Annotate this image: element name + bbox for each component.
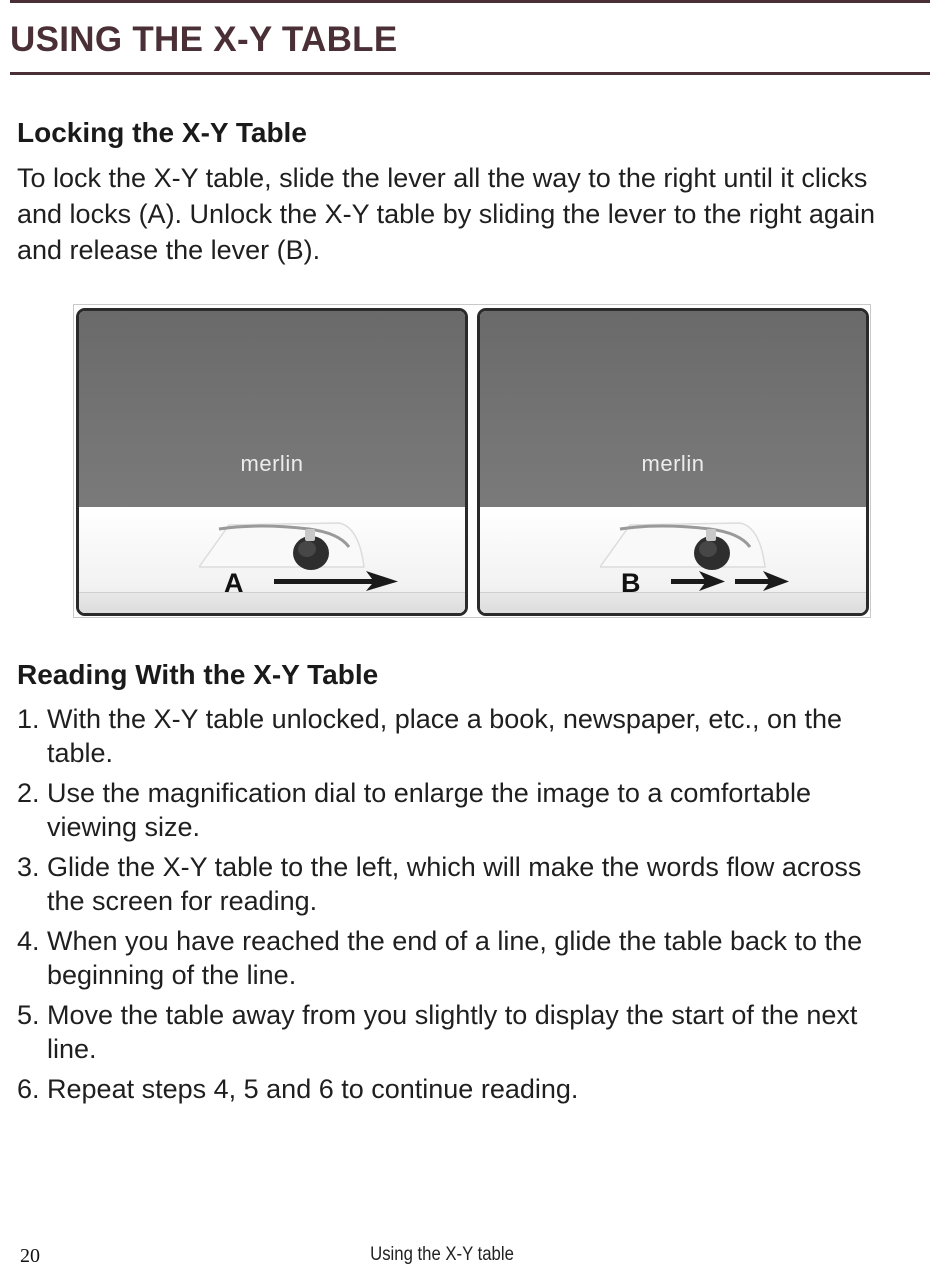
merlin-logo — [480, 451, 866, 477]
right-arrow-icon — [735, 571, 790, 591]
panel-b-unlocked — [477, 308, 869, 616]
locking-instructions: To lock the X-Y table, slide the lever all the way to the right until it clicks and locks (A). Unlock the X-Y table by sliding the lever to the right again and release the lever (B). — [17, 163, 875, 265]
locking-heading: Locking the X-Y Table — [17, 117, 307, 148]
right-arrow-icon — [274, 571, 399, 591]
title-rule — [10, 72, 930, 75]
merlin-logo — [79, 451, 465, 477]
callout-b: B — [621, 568, 641, 598]
panel-a-locked — [76, 308, 468, 616]
logo-text: merlin — [641, 451, 705, 476]
right-arrow-icon — [671, 571, 726, 591]
page-title: USING THE X-Y TABLE — [10, 20, 398, 59]
list-item: 6. Repeat steps 4, 5 and 6 to continue reading. — [17, 1074, 579, 1104]
monitor-screen — [480, 311, 866, 507]
page-number: 20 — [20, 1245, 40, 1267]
monitor-screen — [79, 311, 465, 507]
list-item: 1. With the X-Y table unlocked, place a book, newspaper, etc., on the table. — [17, 704, 843, 768]
footer-title: Using the X-Y table — [370, 1244, 514, 1265]
list-item: 2. Use the magnification dial to enlarge the image to a comfortable viewing size. — [17, 778, 811, 842]
list-item: 4. When you have reached the end of a line, glide the table back to the beginning of the line. — [17, 926, 863, 990]
reading-steps — [17, 702, 897, 1112]
logo-text: merlin — [240, 451, 304, 476]
reading-heading: Reading With the X-Y Table — [17, 659, 379, 690]
xy-table-figure — [73, 304, 871, 618]
list-item: 3. Glide the X-Y table to the left, which will make the words flow across the screen for reading. — [17, 852, 862, 916]
list-item: 5. Move the table away from you slightly to display the start of the next line. — [17, 1000, 858, 1064]
top-rule — [10, 0, 930, 3]
callout-a: A — [224, 568, 244, 598]
